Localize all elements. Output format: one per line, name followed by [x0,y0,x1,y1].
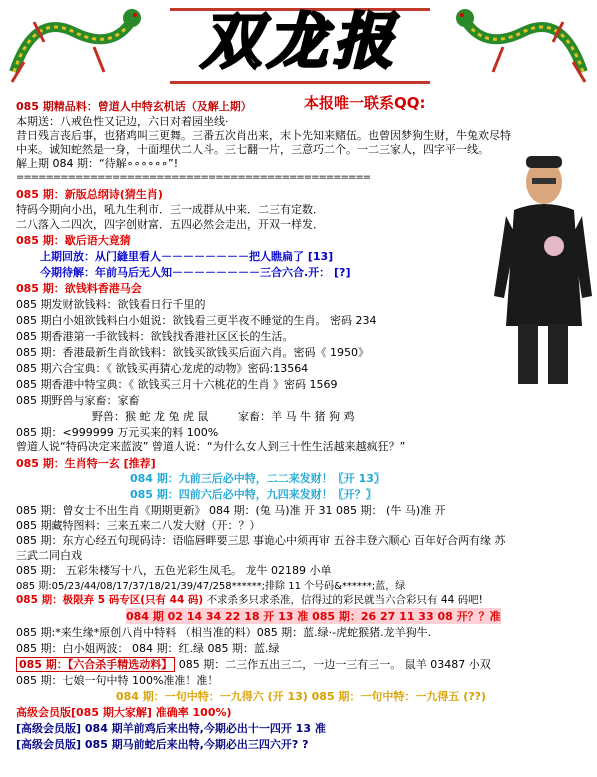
kill-suffix: 085 期：二三作五出三二，一边一三有三一。 鼠羊 03487 小双 [178,658,491,671]
contact-qq: 本报唯一联系QQ: [304,94,426,112]
section4-line: 085 期香港中特宝典：《 欲钱买三月十六桃花的生肖 》密码 1569 [16,378,338,391]
vip-heading-suffix: 准确率 100%) [155,706,232,719]
vip-line: [高级会员版] 085 期马前蛇后来出特,今期必出三四六开? ? [16,738,309,751]
section1-line: 解上期 084 期：“待解∘∘∘∘∘∘”! [16,157,179,170]
section1-line: 昔日残言丧后事，也猪鸡叫三更舞。三番五次肖出来，末卜先知来赌伍。也曾因梦狗生财，牛兔欢尽特 [16,129,511,142]
section3-heading: 085 期：歇后语大竟猜 [16,234,131,247]
riddle-now-tag: [?] [334,266,351,279]
newspaper-title: 双龙报 [201,7,399,77]
riddle-last-tag: [13] [307,250,334,263]
one-line-prediction: 084 期：一句中特：一九得六 (开 13) 085 期：一句中特：一九得五 (??) [116,690,487,703]
saying-line: 曾道人说“特码决定来蓝波” 曾道人说：“为什么女人到三十性生活越来越疯狂？” [16,440,406,453]
section2-heading: 085 期：新版总纲诗(猜生肖) [16,188,163,201]
kill-prefix: 085 期：【六合杀手精选动料】 [16,657,175,672]
kill-line [16,656,491,672]
section4-line: 085 期白小姐欲钱料白小姐说：欲钱看三更半夜不睡觉的生肖。 密码 234 [16,314,377,327]
wild-animals-label: 野兽：猴 蛇 龙 兔 虎 鼠 [92,410,209,423]
section5-heading: 085 期：生肖特一玄 [推荐] [16,457,156,470]
section4-line: 085 期发财欲钱料：欲钱看日行千里的 [16,298,206,311]
zodiac-line-084: 084 期：九前三后必中特，二二来发财！〖开 13〗 [130,472,385,485]
riddle-last-label: 上期回放：从门縫里看人－－－－－－－－把人瞧扁了 [40,250,304,263]
section6-line: 085 期:05/23/44/08/17/37/18/21/39/47/258******;排除 11 个号码&******;蓝，绿 [16,581,406,592]
section4-heading: 085 期：欲钱料香港马会 [16,282,142,295]
domestic-animals-label: 家畜：羊 马 牛 猪 狗 鸡 [238,410,355,423]
seven-girl-line: 085 期：七娘一句中特 100%准准！准！ [16,674,219,687]
vip-heading [16,704,232,720]
section6-line: 085 期：曾女士不出生肖《期期更新》 084 期：(兔 马)准 开 31 085 期： (牛 马)准 开 [16,504,446,517]
section1-heading: 085 期精品料：曾道人中特玄机话（及解上期） [16,100,252,113]
riddle-last-period [40,248,333,264]
section6-line: 085 期藏特图料：三来五来二八发大财（开：？） [16,519,261,532]
section2-line: 特码今期向小出，吼九生利市．三一成群从中来．二三有定数． [16,203,324,216]
pink-highlight-line: 084 期 02 14 34 22 18 开 13 准 085 期：26 27 11 33 08 开？？准 [126,610,501,623]
section1-line: 本期送：八戒色性又记边，六日对着园坐线· [16,115,229,128]
reject-line [16,592,483,607]
page-header [0,0,597,96]
reject-prefix: 085 期：极限弃 5 码专区(只有 44 码) [16,594,204,606]
vip-line: [高级会员版] 084 期羊前鸡后来出特,今期必出十一四开 13 准 [16,722,326,735]
section6-more-line: 085 期：白小姐两波： 084 期：红.绿 085 期：蓝.绿 [16,642,280,655]
price-line: 085 期：<999999 万元买来的料 100% [16,426,219,439]
section2-line: 二八落入二四次，四字创财富．五四必然会走出，开双一样发． [16,218,324,231]
section6-more-line: 085 期:*来生缘*原创八肖中特料 （相当准的料）085 期：蓝.绿·-虎蛇猴猪.龙羊狗牛. [16,626,432,639]
section1-line: 中来。诚知蛇然是一身，十面埋伏二人斗。三七翻一片，三意巧二个。一二三家人，四字平一线。 [16,143,489,156]
section4-line: 085 期野兽与家畜：家畜 [16,394,140,407]
dragon-left-icon [4,2,144,88]
dragon-right-icon [453,2,593,88]
separator-line: ================================================ [16,172,371,183]
zodiac-line-085: 085 期：四前六后必中特，九四来发财！〖开？〗 [130,488,377,501]
author-portrait-image [492,146,594,390]
section6-line: 085 期：东方心经五句现码诗：语临唇畔要三思 事诡心中须再审 五谷丰登六顺心 百年好合两有缘 苏 [16,534,506,547]
section4-line: 085 期六合宝典：《 欲钱买再猜心龙虎的动物》密码:13564 [16,362,309,375]
section4-line: 085 期：香港最新生肖欲钱料：欲钱买欲钱买后面六肖。密码《 1950》 [16,346,369,359]
section4-line: 085 期香港第一手欲钱料：欲钱找香港社区区长的生活。 [16,330,294,343]
section6-line: 三武二同白戏 [16,549,82,562]
vip-heading-prefix: 高级会员版[085 期大家解] [16,706,152,719]
riddle-this-period [40,264,350,280]
reject-suffix: 不求杀多只求杀准，信得过的彩民就当六合彩只有 44 码吧! [206,594,483,606]
section6-line: 085 期： 五彩朱楼写十八，五色光彩生凤毛。 龙牛 02189 小单 [16,564,332,577]
riddle-now-label: 今期待解：年前马后无人知－－－－－－－－三合六合.开： [40,266,331,279]
